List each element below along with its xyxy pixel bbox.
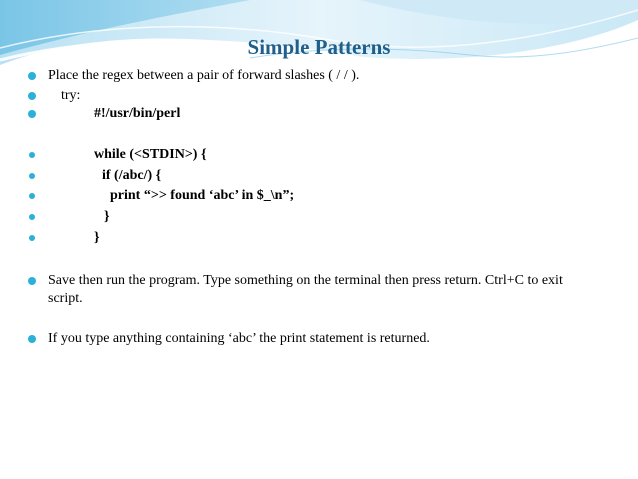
bullet-icon bbox=[29, 235, 35, 241]
code-line: } bbox=[104, 209, 110, 224]
bullet-icon bbox=[29, 173, 35, 179]
bullet-text: try: bbox=[61, 88, 81, 103]
slide-title: Simple Patterns bbox=[247, 35, 391, 59]
bullet-icon bbox=[28, 335, 36, 343]
code-line: if (/abc/) { bbox=[102, 168, 162, 183]
bullet-text: If you type anything containing ‘abc’ the print statement is returned. bbox=[48, 331, 430, 346]
bullet-icon bbox=[29, 214, 35, 220]
bullet-icon bbox=[28, 72, 36, 80]
bullet-icon bbox=[29, 193, 35, 199]
bullet-icon bbox=[28, 110, 36, 118]
bullet-icon bbox=[29, 152, 35, 158]
code-line: #!/usr/bin/perl bbox=[94, 106, 181, 121]
bullet-text: Place the regex between a pair of forward slashes ( / / ). bbox=[48, 68, 360, 83]
bullet-icon bbox=[28, 92, 36, 100]
bullet-icon bbox=[28, 277, 36, 285]
code-line: } bbox=[94, 230, 100, 245]
code-line: while (<STDIN>) { bbox=[94, 147, 207, 162]
code-line: print “>> found ‘abc’ in $_\n”; bbox=[110, 188, 295, 203]
bullet-text: Save then run the program. Type something on the terminal then press return. Ctrl+C to exit script. bbox=[48, 273, 563, 306]
